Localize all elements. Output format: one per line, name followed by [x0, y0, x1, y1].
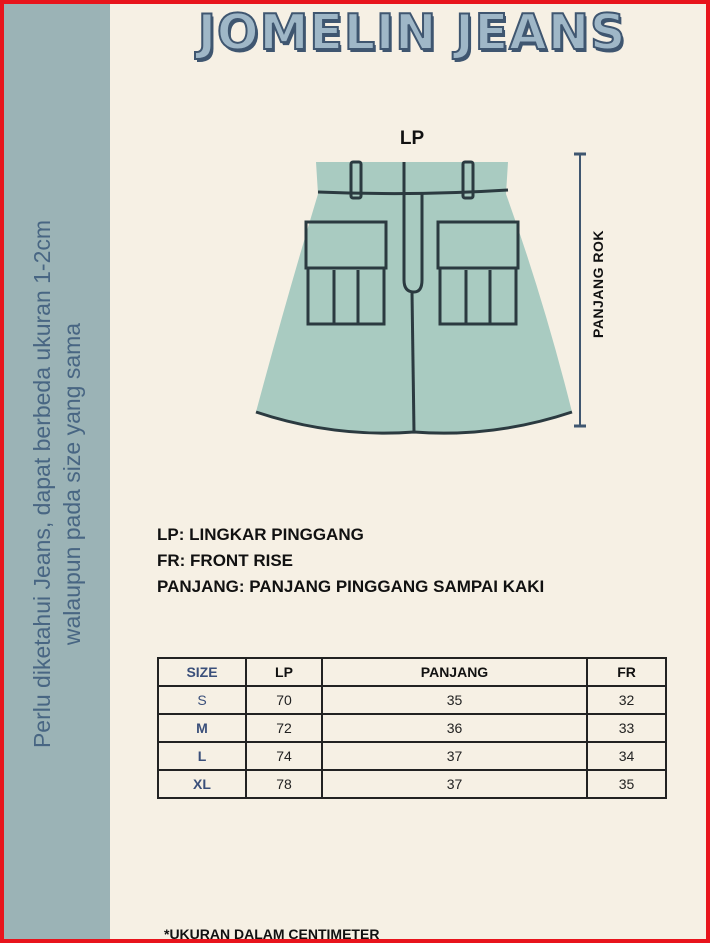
- table-header-row: [158, 658, 666, 686]
- units-note: *UKURAN DALAM CENTIMETER: [164, 926, 380, 942]
- cell-panjang: 35: [322, 686, 587, 714]
- cell-lp: 70: [246, 686, 322, 714]
- skirt-illustration: [244, 150, 580, 440]
- cell-fr: 33: [587, 714, 666, 742]
- sidebar-note: [27, 84, 87, 884]
- cell-fr: 35: [587, 770, 666, 798]
- cell-panjang: 36: [322, 714, 587, 742]
- brand-title: JOMELIN JEANS: [197, 4, 627, 61]
- waist-label: LP: [399, 128, 425, 149]
- header-panjang: PANJANG: [322, 658, 587, 686]
- size-table: [157, 657, 667, 799]
- cell-size: L: [158, 742, 246, 770]
- cell-panjang: 37: [322, 742, 587, 770]
- center-seam: [412, 292, 414, 432]
- length-indicator-line: [572, 150, 588, 430]
- cell-fr: 32: [587, 686, 666, 714]
- sidebar-panel: [4, 4, 110, 943]
- cell-lp: 72: [246, 714, 322, 742]
- table-row: [158, 742, 666, 770]
- sidebar-note-line-1: Perlu diketahui Jeans, dapat berbeda ukuran 1-2cm: [29, 219, 55, 749]
- legend-item: FR: FRONT RISE: [157, 551, 293, 570]
- legend-item: LP: LINGKAR PINGGANG: [157, 525, 364, 544]
- header-size: SIZE: [158, 658, 246, 686]
- legend-item: PANJANG: PANJANG PINGGANG SAMPAI KAKI: [157, 577, 545, 596]
- sidebar-note-line-2: walaupun pada size yang sama: [59, 322, 85, 646]
- header-lp: LP: [246, 658, 322, 686]
- cell-lp: 74: [246, 742, 322, 770]
- table-row: [158, 770, 666, 798]
- cell-panjang: 37: [322, 770, 587, 798]
- cell-size: XL: [158, 770, 246, 798]
- length-label: PANJANG ROK: [590, 230, 606, 338]
- table-row: [158, 714, 666, 742]
- cell-fr: 34: [587, 742, 666, 770]
- cell-size: M: [158, 714, 246, 742]
- header-fr: FR: [587, 658, 666, 686]
- cell-lp: 78: [246, 770, 322, 798]
- legend: [157, 522, 544, 600]
- cell-size: S: [158, 686, 246, 714]
- table-row: [158, 686, 666, 714]
